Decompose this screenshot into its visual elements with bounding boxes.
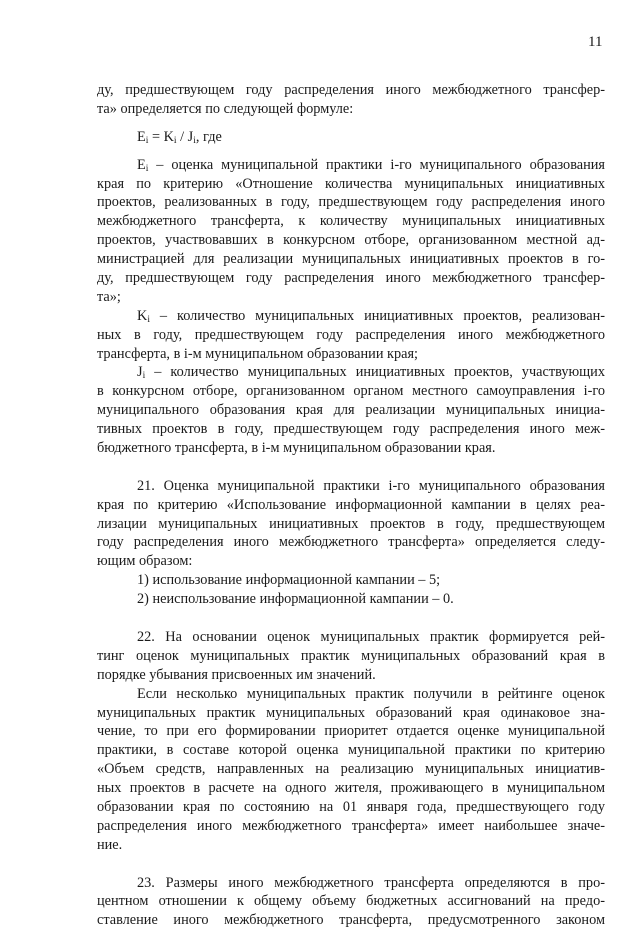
text-line: ду, предшествующем году распределения иного межбюджетного трансфер- xyxy=(97,82,605,98)
text-line: та»; xyxy=(97,288,121,305)
text-line: 21. Оценка муниципальной практики i-го муниципального образования xyxy=(137,477,605,494)
text-line: та» определяется по следующей формуле: xyxy=(97,100,354,117)
text-line: проектов, участвовавших в конкурсном отборе, организованном местной ад- xyxy=(97,232,605,249)
text-line: $E_i = K_i / J_i$, где xyxy=(137,128,222,146)
text-line: ду, предшествующем году распределения иного межбюджетного трансфер- xyxy=(97,270,605,287)
text-line: ние. xyxy=(97,836,123,853)
text-line: лизации муниципальных инициативных проектов в году, предшествующем xyxy=(97,515,605,532)
text-line: тинг оценок муниципальных практик муниципальных образований края в xyxy=(97,647,605,664)
page-number: 11 xyxy=(588,34,603,50)
text-line: в конкурсном отборе, организованном органом местного самоуправления i-го xyxy=(97,383,605,400)
text-line: образовании края по состоянию на 01 января года, предшествующего году xyxy=(97,798,605,815)
paragraph-gap xyxy=(97,147,605,156)
text-line: трансферта, в i-м муниципальном образовании края; xyxy=(97,345,419,362)
text-line: порядке убывания присвоенных им значений. xyxy=(97,666,376,683)
text-line: Если несколько муниципальных практик получили в рейтинге оценок xyxy=(137,685,605,702)
text-line: тивных проектов в году, предшествующем году распределения иного меж- xyxy=(97,421,605,438)
text-line: $E_i$ – оценка муниципальной практики i-го муниципального образования xyxy=(137,156,605,174)
text-line: практики, в составе которой оценка муниципальной практики по критерию xyxy=(97,742,605,759)
paragraph-gap xyxy=(97,855,605,874)
text-line: ных в году, предшествующем году распределения иного межбюджетного xyxy=(97,326,605,343)
text-line: проектов, реализованных в году, предшествующем году распределения иного xyxy=(97,194,605,211)
text-line: муниципального образования края для реализации муниципальных инициа- xyxy=(97,402,605,419)
text-line: края по критерию «Использование информационной кампании в целях реа- xyxy=(97,496,605,513)
text-line: $K_i$ – количество муниципальных инициативных проектов, реализован- xyxy=(137,307,605,325)
text-line: края по критерию «Отношение количества муниципальных инициативных xyxy=(97,175,605,192)
text-line: межбюджетного трансферта, к количеству муниципальных инициативных xyxy=(97,213,605,230)
text-line: бюджетного трансферта, в i-м муниципальном образовании края. xyxy=(97,440,496,457)
text-line: году распределения иного межбюджетного трансферта» определяется следу- xyxy=(97,534,605,551)
text-line: ющим образом: xyxy=(97,553,193,570)
paragraph-gap xyxy=(97,458,605,477)
paragraph-gap xyxy=(97,119,605,128)
text-line: ных проектов в расчете на одного жителя, проживающего в муниципальном xyxy=(97,780,605,797)
text-line: 22. На основании оценок муниципальных практик формируется рей- xyxy=(137,628,605,645)
paragraph-gap xyxy=(97,609,605,628)
text-line: «Объем средств, направленных на реализацию муниципальных инициатив- xyxy=(97,761,605,778)
text-line: 1) использование информационной кампании – 5; xyxy=(137,572,441,589)
text-line: центном отношении к общему объему бюджетных ассигнований на предо- xyxy=(97,893,605,910)
text-line: ставление иного межбюджетного трансферта, предусмотренного законом xyxy=(97,912,605,929)
text-line: министрацией для реализации муниципальных инициативных проектов в го- xyxy=(97,251,605,268)
text-line: распределения иного межбюджетного трансферта» имеет наибольшее значе- xyxy=(97,817,605,834)
text-line: 2) неиспользование информационной кампании – 0. xyxy=(137,591,454,608)
body-text xyxy=(97,81,605,930)
text-line: чение, то при его формировании приоритет отдается оценке муниципальной xyxy=(97,723,605,740)
text-line: муниципальных практик муниципальных образований края одинаковое зна- xyxy=(97,704,605,721)
text-line: $J_i$ – количество муниципальных инициативных проектов, участвующих xyxy=(137,364,605,382)
text-line: 23. Размеры иного межбюджетного трансферта определяются в про- xyxy=(137,874,605,891)
